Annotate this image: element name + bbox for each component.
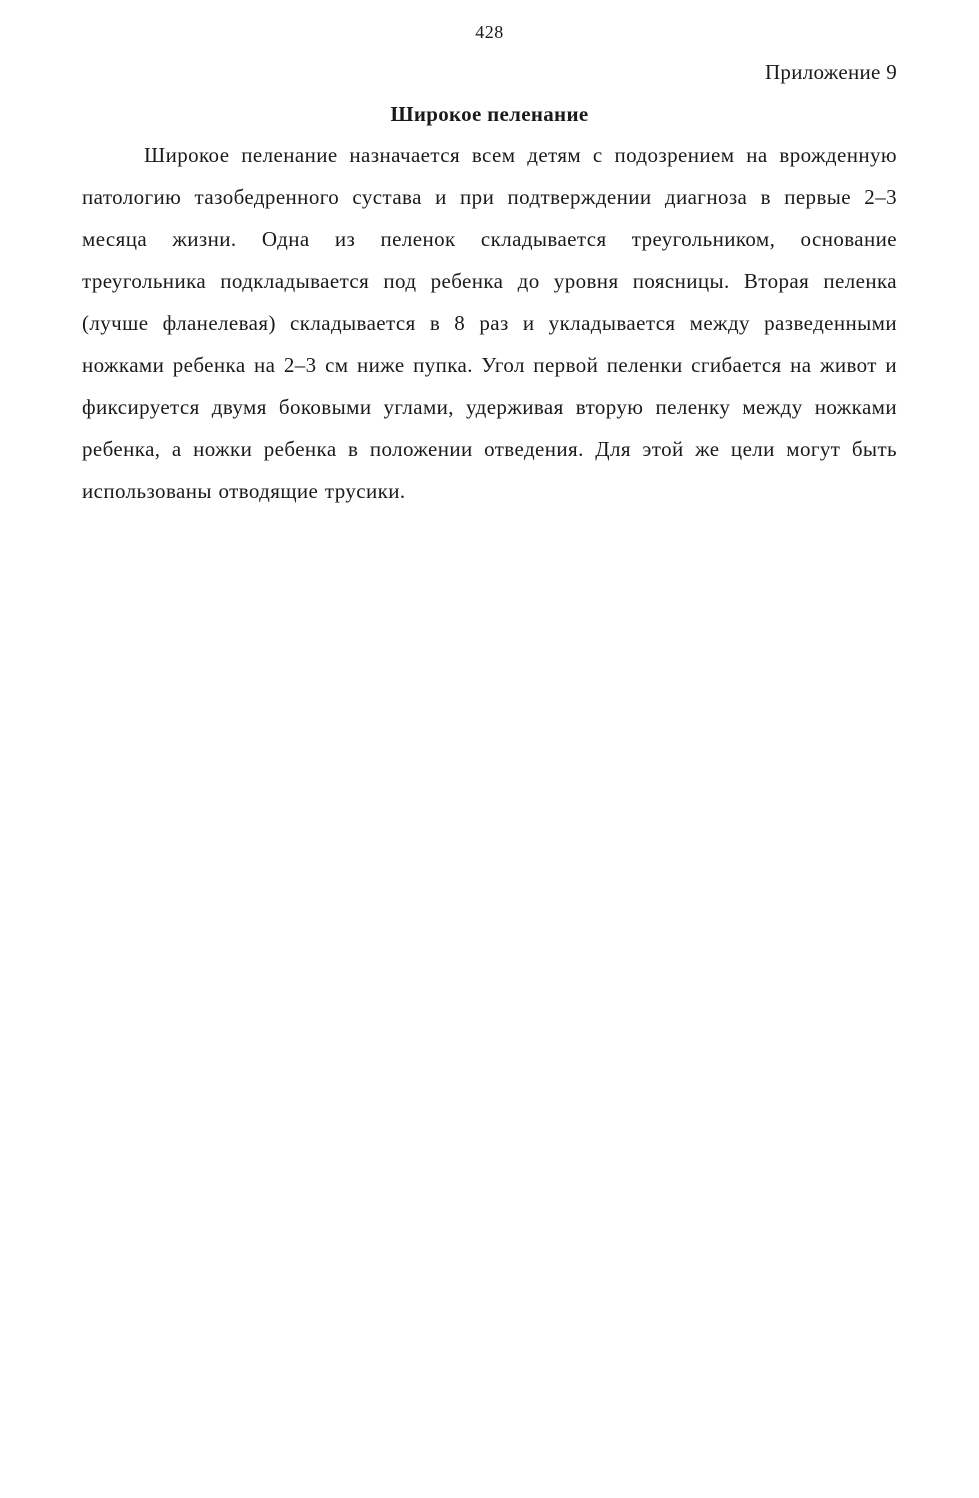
body-paragraph: Широкое пеленание назначается всем детям с подозрением на врожденную патологию тазобедренного сустава и при подтверждении диагноза в первые 2–3 месяца жизни. Одна из пеленок складывается треугольником, основание треугольника подкладывается под ребенка до уровня поясницы. Вторая пеленка (лучше фланелевая) складывается в 8 раз и укладывается между разведенными ножками ребенка на 2–3 см ниже пупка. Угол первой пеленки сгибается на живот и фиксируется двумя боковыми углами, удерживая вторую пеленку между ножками ребенка, а ножки ребенка в положении отведения. Для этой же цели могут быть использованы отводящие трусики.: [82, 143, 897, 503]
document-title: Широкое пеленание: [390, 102, 589, 126]
appendix-label: Приложение 9: [764, 60, 897, 84]
page-number: 428: [475, 22, 504, 42]
